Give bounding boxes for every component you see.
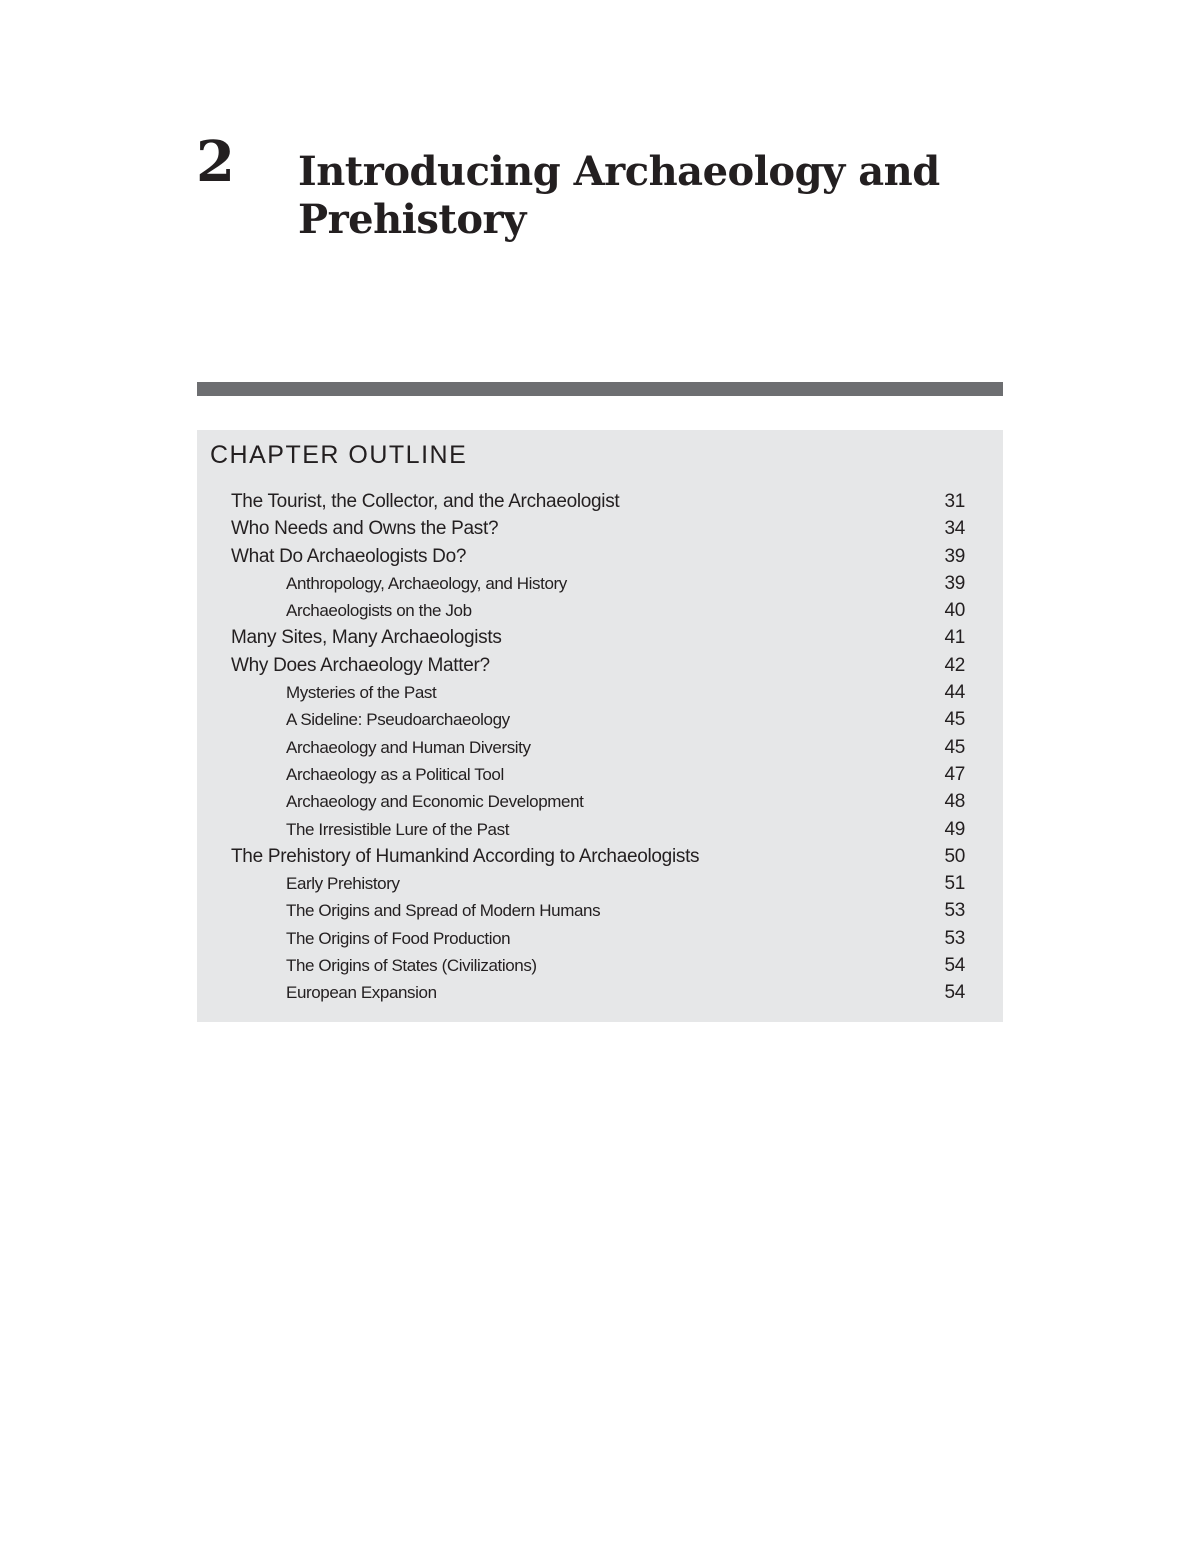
chapter-outline-box: [197, 430, 1003, 1022]
outline-entry-page: 41: [944, 627, 965, 649]
outline-entry-title: Anthropology, Archaeology, and History: [286, 573, 567, 593]
outline-entry-title: Mysteries of the Past: [286, 683, 437, 703]
outline-entry: [197, 679, 1003, 706]
outline-entry-title: The Origins and Spread of Modern Humans: [286, 901, 601, 921]
outline-entry-title: Why Does Archaeology Matter?: [231, 654, 490, 676]
outline-entry-title: Archaeology and Economic Development: [286, 792, 584, 812]
chapter-outline-list: [197, 488, 1003, 1007]
outline-entry-page: 34: [944, 518, 965, 540]
outline-entry: [197, 761, 1003, 788]
outline-entry-page: 53: [944, 900, 965, 922]
outline-entry-title: The Tourist, the Collector, and the Archaeologist: [231, 491, 620, 512]
outline-entry-title: The Origins of Food Production: [286, 928, 511, 948]
outline-entry: [197, 816, 1003, 843]
outline-entry-page: 39: [944, 545, 965, 567]
outline-entry: [197, 597, 1003, 624]
outline-entry-page: 48: [944, 791, 965, 813]
outline-entry: [197, 870, 1003, 897]
outline-entry-title: The Origins of States (Civilizations): [286, 956, 537, 976]
outline-entry-page: 54: [944, 955, 965, 977]
outline-entry: [197, 543, 1003, 570]
outline-entry-title: The Irresistible Lure of the Past: [286, 819, 510, 839]
outline-entry-page: 54: [944, 982, 965, 1004]
outline-entry: [197, 897, 1003, 924]
outline-entry: [197, 570, 1003, 597]
chapter-title: Introducing Archaeology and Prehistory: [298, 148, 940, 243]
outline-entry-title: European Expansion: [286, 983, 437, 1003]
outline-entry: [197, 734, 1003, 761]
outline-entry-page: 42: [944, 654, 965, 676]
outline-entry-page: 31: [944, 491, 965, 512]
chapter-number: 2: [196, 129, 234, 195]
outline-entry-title: Archaeology as a Political Tool: [286, 764, 504, 784]
outline-entry-page: 53: [944, 927, 965, 949]
outline-entry-title: Archaeology and Human Diversity: [286, 737, 531, 757]
outline-entry: [197, 952, 1003, 979]
outline-entry: [197, 843, 1003, 870]
outline-entry: [197, 515, 1003, 542]
outline-entry-title: Many Sites, Many Archaeologists: [231, 627, 502, 649]
outline-entry-title: A Sideline: Pseudoarchaeology: [286, 710, 510, 730]
outline-entry: [197, 979, 1003, 1006]
outline-entry-page: 50: [944, 845, 965, 867]
outline-entry: [197, 652, 1003, 679]
outline-entry-page: 49: [944, 818, 965, 840]
outline-entry-page: 39: [944, 572, 965, 594]
outline-entry-page: 40: [944, 600, 965, 622]
outline-entry: [197, 624, 1003, 651]
outline-entry: [197, 706, 1003, 733]
outline-entry-page: 45: [944, 709, 965, 731]
title-rule: [197, 382, 1003, 396]
chapter-outline-heading: CHAPTER OUTLINE: [210, 441, 468, 469]
outline-entry-page: 45: [944, 736, 965, 758]
outline-entry: [197, 788, 1003, 815]
outline-entry-page: 51: [944, 873, 965, 895]
outline-entry: [197, 925, 1003, 952]
outline-entry-page: 47: [944, 763, 965, 785]
outline-entry: [197, 488, 1003, 515]
outline-entry-title: Who Needs and Owns the Past?: [231, 518, 499, 540]
outline-entry-title: Archaeologists on the Job: [286, 601, 472, 621]
outline-entry-title: The Prehistory of Humankind According to Archaeologists: [231, 845, 700, 867]
outline-entry-title: What Do Archaeologists Do?: [231, 545, 467, 567]
outline-entry-title: Early Prehistory: [286, 874, 400, 894]
outline-entry-page: 44: [944, 682, 965, 704]
